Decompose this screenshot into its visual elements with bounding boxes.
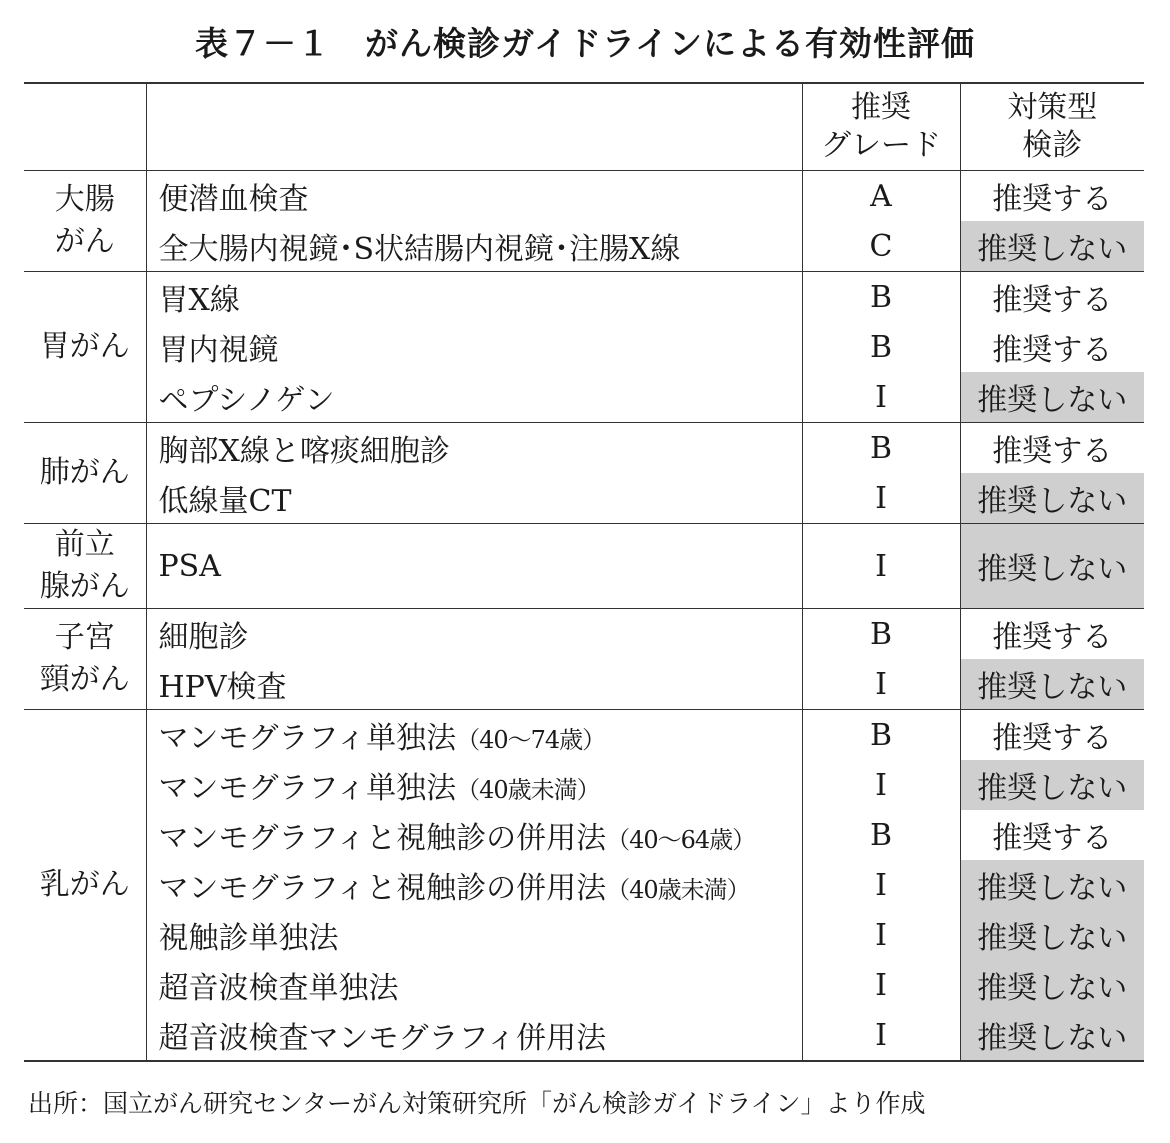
table-row (24, 322, 1144, 372)
table-row (24, 659, 1144, 710)
method-text: マンモグラフィと視触診の併用法 (158, 871, 607, 906)
table-body (24, 83, 1144, 1061)
table-row (24, 910, 1144, 960)
table-row (24, 860, 1144, 910)
grade-cell: B (802, 322, 960, 372)
method-cell (146, 960, 802, 1010)
header-row (24, 83, 1144, 171)
method-cell (146, 1010, 802, 1061)
grade-cell: C (802, 221, 960, 272)
header-grade-line2: グレード (821, 128, 941, 163)
recommendation-cell: 推奨しない (960, 659, 1144, 710)
evaluation-table (24, 82, 1144, 1062)
table-row (24, 609, 1144, 660)
recommendation-cell: 推奨しない (960, 372, 1144, 423)
recommendation-cell: 推奨する (992, 821, 1113, 856)
method-text: マンモグラフィと視触診の併用法 (158, 821, 607, 856)
method-text: 胃内視鏡 (158, 333, 279, 368)
grade-cell: A (802, 171, 960, 222)
cancer-type-cell (24, 609, 146, 710)
header-method-cell (146, 83, 802, 171)
grade-cell: I (802, 372, 960, 423)
recommendation-cell: 推奨しない (960, 860, 1144, 910)
method-text: マンモグラフィ単独法 (158, 721, 457, 756)
recommendation-cell: 推奨しない (960, 221, 1144, 272)
recommendation-cell: 推奨する (992, 620, 1113, 655)
table-row (24, 524, 1144, 609)
cancer-type-line1: 胃がん (39, 329, 130, 364)
grade-cell: B (802, 272, 960, 323)
table-row (24, 1010, 1144, 1061)
table-row (24, 760, 1144, 810)
table-row (24, 272, 1144, 323)
grade-cell: I (802, 910, 960, 960)
table-row (24, 423, 1144, 474)
method-text: HPV検査 (158, 670, 287, 705)
header-type-line1: 対策型 (1007, 90, 1098, 125)
method-cell (146, 322, 802, 372)
table-row (24, 221, 1144, 272)
cancer-type-line1: 前立 (54, 527, 115, 562)
method-text: 胃X線 (158, 283, 240, 318)
recommendation-cell: 推奨しない (960, 524, 1144, 609)
method-age-range: （40歳未満） (456, 776, 600, 804)
grade-cell: I (802, 473, 960, 524)
method-cell (146, 659, 802, 710)
cancer-type-cell (24, 524, 146, 609)
grade-cell: I (802, 860, 960, 910)
cancer-type-cell (24, 171, 146, 272)
grade-cell: I (802, 760, 960, 810)
cancer-type-line2: 腺がん (39, 569, 130, 604)
cancer-type-line2: 頸がん (39, 662, 130, 697)
recommendation-cell: 推奨しない (960, 910, 1144, 960)
method-text: 便潜血検査 (158, 182, 309, 217)
method-text: 全大腸内視鏡･S状結腸内視鏡･注腸X線 (158, 232, 681, 267)
grade-cell: I (802, 960, 960, 1010)
recommendation-cell: 推奨する (992, 283, 1113, 318)
method-cell (146, 860, 802, 910)
method-text: 超音波検査単独法 (158, 971, 399, 1006)
method-cell (146, 272, 802, 323)
method-cell (146, 810, 802, 860)
table-row (24, 171, 1144, 222)
method-text: 細胞診 (158, 620, 249, 655)
header-type-line2: 検診 (1022, 128, 1083, 163)
table-row (24, 710, 1144, 761)
source-note: 出所：国立がん研究センターがん対策研究所「がん検診ガイドライン」より作成 (28, 1089, 926, 1118)
grade-cell: I (802, 524, 960, 609)
method-cell (146, 710, 802, 761)
method-cell (146, 609, 802, 660)
grade-cell: B (802, 609, 960, 660)
table-row (24, 810, 1144, 860)
method-cell (146, 171, 802, 222)
method-text: 胸部X線と喀痰細胞診 (158, 434, 450, 469)
table-row (24, 960, 1144, 1010)
recommendation-cell: 推奨しない (960, 1010, 1144, 1061)
header-type-cell (960, 83, 1144, 171)
header-grade-line1: 推奨 (851, 90, 911, 125)
method-cell (146, 524, 802, 609)
cancer-type-line1: 大腸 (54, 182, 115, 217)
method-age-range: （40～64歳） (606, 826, 756, 854)
method-cell (146, 423, 802, 474)
method-text: 低線量CT (158, 484, 292, 519)
cancer-type-cell (24, 272, 146, 423)
cancer-type-line2: がん (54, 224, 115, 259)
cancer-type-cell (24, 710, 146, 1062)
grade-cell: I (802, 659, 960, 710)
method-cell (146, 473, 802, 524)
method-text: ペプシノゲン (158, 383, 335, 418)
recommendation-cell: 推奨しない (960, 760, 1144, 810)
cancer-type-cell (24, 423, 146, 524)
grade-cell: B (802, 710, 960, 761)
grade-cell: B (802, 423, 960, 474)
method-text: 超音波検査マンモグラフィ併用法 (158, 1021, 607, 1056)
table-row (24, 372, 1144, 423)
method-age-range: （40歳未満） (606, 876, 750, 904)
recommendation-cell: 推奨する (992, 333, 1113, 368)
grade-cell: I (802, 1010, 960, 1061)
method-cell (146, 372, 802, 423)
header-grade-cell (802, 83, 960, 171)
method-age-range: （40～74歳） (456, 726, 606, 754)
recommendation-cell: 推奨する (992, 721, 1113, 756)
recommendation-cell: 推奨する (992, 182, 1113, 217)
method-text: 視触診単独法 (158, 921, 339, 956)
table-row (24, 473, 1144, 524)
cancer-type-line1: 乳がん (39, 867, 130, 902)
recommendation-cell: 推奨しない (960, 960, 1144, 1010)
method-cell (146, 910, 802, 960)
method-cell (146, 760, 802, 810)
method-text: マンモグラフィ単独法 (158, 771, 457, 806)
table-title: 表７－１ がん検診ガイドラインによる有効性評価 (194, 24, 976, 63)
recommendation-cell: 推奨しない (960, 473, 1144, 524)
grade-cell: B (802, 810, 960, 860)
cancer-type-line1: 子宮 (54, 620, 115, 655)
method-cell (146, 221, 802, 272)
recommendation-cell: 推奨する (992, 434, 1113, 469)
method-text: PSA (158, 548, 221, 584)
header-cancer-cell (24, 83, 146, 171)
cancer-type-line1: 肺がん (39, 455, 130, 490)
